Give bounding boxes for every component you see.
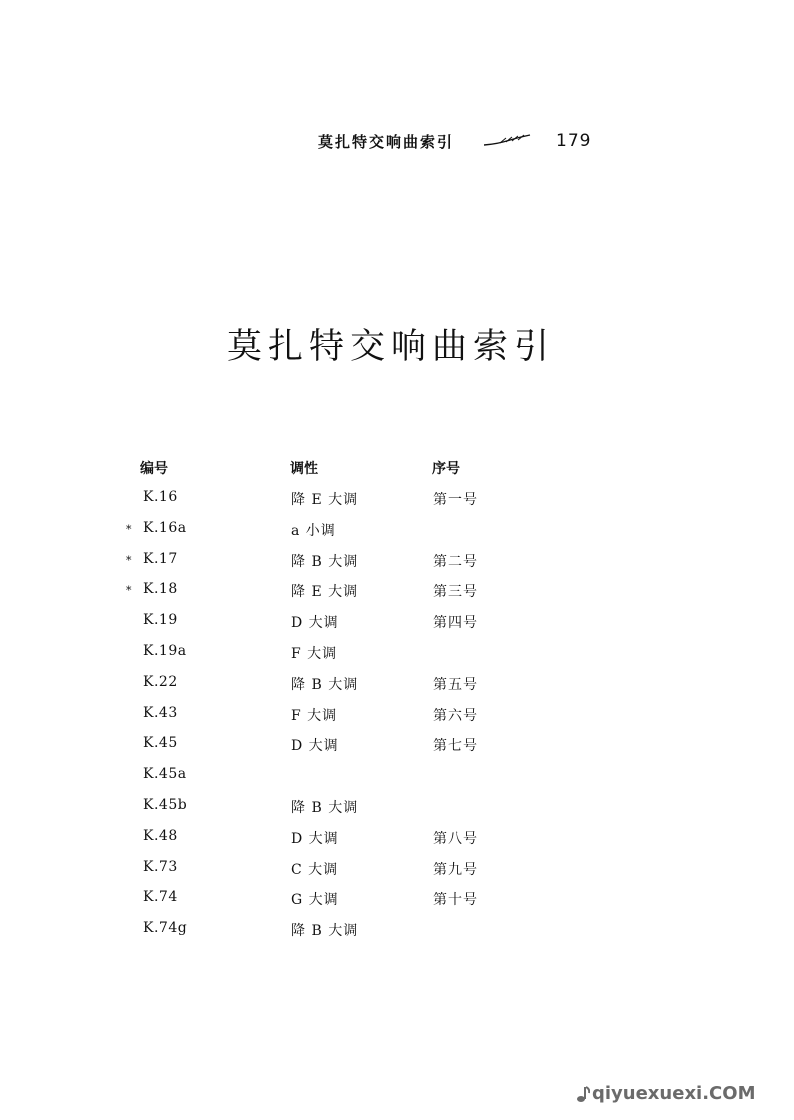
table-row [0, 705, 794, 736]
table-row [0, 859, 794, 890]
table-row [0, 643, 794, 674]
catalog-number: K.43 [143, 704, 178, 721]
key-signature: G 大调 [291, 892, 339, 909]
symphony-number: 第七号 [433, 738, 478, 755]
music-note-icon [576, 1085, 590, 1103]
catalog-number: K.19a [143, 642, 187, 659]
ornament-icon [484, 134, 532, 148]
key-signature: 降 B 大调 [291, 553, 359, 570]
running-head [318, 128, 591, 154]
table-row [0, 551, 794, 582]
column-header-number: 编号 [140, 461, 168, 477]
key-signature: 降 B 大调 [291, 923, 359, 940]
catalog-number: K.74g [143, 920, 188, 937]
catalog-number: K.45a [143, 766, 187, 783]
catalog-number: K.45b [143, 796, 188, 813]
table-header [0, 458, 794, 480]
symphony-number: 第一号 [433, 492, 478, 508]
key-signature: 降 E 大调 [291, 584, 359, 601]
table-row [0, 920, 794, 951]
symphony-number: 第六号 [433, 707, 478, 724]
key-signature: D 大调 [291, 830, 339, 847]
catalog-number: K.73 [143, 858, 178, 875]
page-number: 179 [556, 131, 592, 151]
catalog-number: K.19 [143, 612, 178, 629]
symphony-number: 第九号 [433, 861, 478, 878]
key-signature: F 大调 [291, 707, 338, 724]
key-signature: 降 E 大调 [291, 492, 359, 508]
key-signature: D 大调 [291, 738, 339, 755]
column-header-key: 调性 [290, 461, 318, 477]
key-signature: D 大调 [291, 615, 339, 632]
catalog-number: K.17 [143, 550, 178, 567]
symphony-number: 第八号 [433, 830, 478, 847]
table-row [0, 766, 794, 797]
symphony-number: 第五号 [433, 676, 478, 693]
key-signature: a 小调 [291, 522, 336, 539]
table-row [0, 581, 794, 612]
catalog-number: K.22 [143, 673, 178, 690]
symphony-number: 第三号 [433, 584, 478, 601]
table-row [0, 674, 794, 705]
table-body [0, 489, 794, 951]
table-row [0, 828, 794, 859]
key-signature: 降 B 大调 [291, 676, 359, 693]
symphony-number: 第十号 [433, 892, 478, 909]
key-signature: C 大调 [291, 861, 339, 878]
symphony-number: 第四号 [433, 615, 478, 632]
running-title: 莫扎特交响曲索引 [318, 132, 455, 151]
table-row [0, 612, 794, 643]
key-signature: 降 B 大调 [291, 799, 359, 816]
table-row [0, 797, 794, 828]
column-header-order: 序号 [432, 461, 460, 477]
table-row [0, 489, 794, 520]
catalog-number: K.16a [143, 519, 187, 536]
page-title: 莫扎特交响曲索引 [226, 327, 555, 368]
table-row [0, 735, 794, 766]
watermark-text: qiyuexuexi.COM [592, 1083, 756, 1104]
key-signature: F 大调 [291, 645, 338, 662]
catalog-number: K.45 [143, 735, 178, 752]
table-row [0, 520, 794, 551]
watermark [576, 1083, 756, 1104]
catalog-number: K.48 [143, 827, 178, 844]
row-marker: * [126, 584, 132, 598]
row-marker: * [126, 522, 132, 536]
catalog-number: K.74 [143, 889, 178, 906]
symphony-number: 第二号 [433, 553, 478, 570]
catalog-number: K.16 [143, 489, 178, 505]
catalog-number: K.18 [143, 581, 178, 598]
table-row [0, 889, 794, 920]
row-marker: * [126, 553, 132, 567]
